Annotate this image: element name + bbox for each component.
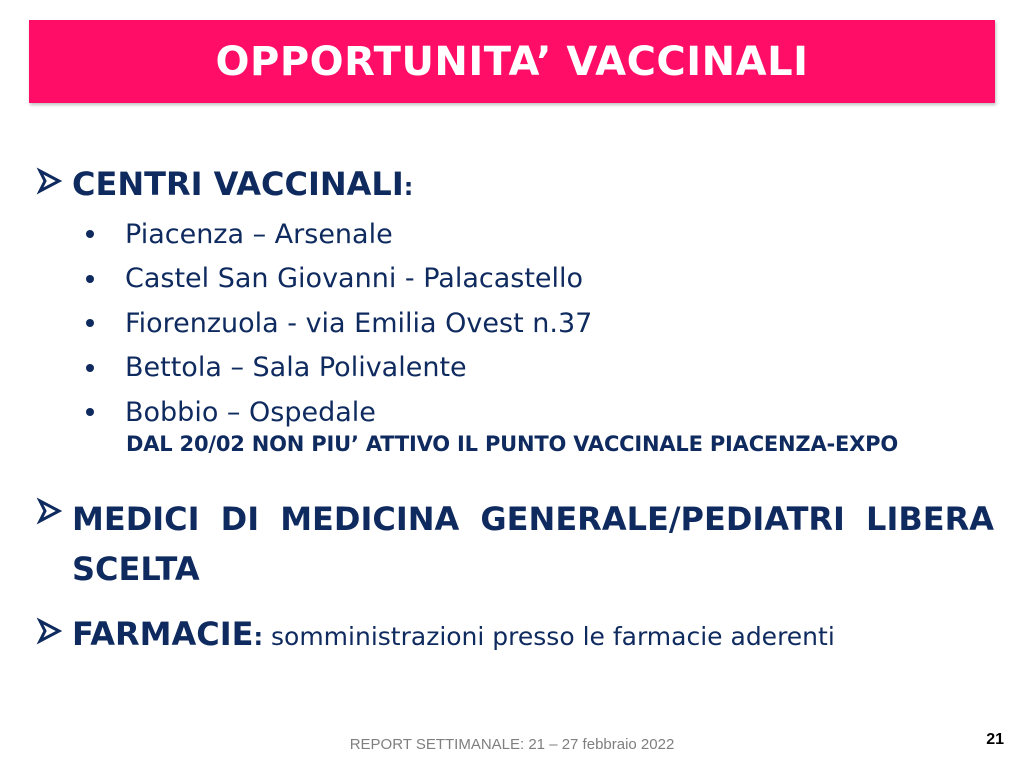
list-item: Bobbio – Ospedale <box>82 390 592 435</box>
title-bar <box>29 20 995 103</box>
bullet-dot-icon <box>86 364 94 372</box>
page-number: 21 <box>986 731 1004 748</box>
arrow-bullet-icon <box>36 614 64 648</box>
arrow-bullet-icon <box>36 494 64 528</box>
section-heading: CENTRI VACCINALI: <box>72 165 414 203</box>
section-heading: FARMACIE: somministrazioni presso le farmacie aderenti <box>72 615 835 653</box>
bullet-dot-icon <box>86 408 94 416</box>
list-item: Castel San Giovanni - Palacastello <box>82 257 592 302</box>
section-heading: MEDICI DI MEDICINA GENERALE/PEDIATRI LIBERA SCELTA <box>72 500 994 588</box>
slide-title: OPPORTUNITA’ VACCINALI <box>215 38 809 85</box>
list-item: Fiorenzuola - via Emilia Ovest n.37 <box>82 301 592 346</box>
centri-list <box>82 212 592 435</box>
section-medici <box>36 494 994 594</box>
bullet-dot-icon <box>86 319 94 327</box>
expo-notice: DAL 20/02 NON PIU’ ATTIVO IL PUNTO VACCINALE PIACENZA-EXPO <box>125 432 899 456</box>
section-centri-vaccinali <box>36 164 413 207</box>
section-farmacie <box>36 614 835 657</box>
farmacie-description: somministrazioni presso le farmacie aderenti <box>263 622 835 651</box>
footer-report: REPORT SETTIMANALE: 21 – 27 febbraio 2022 <box>349 736 675 753</box>
bullet-dot-icon <box>86 275 94 283</box>
bullet-dot-icon <box>86 230 94 238</box>
list-item: Piacenza – Arsenale <box>82 212 592 257</box>
arrow-bullet-icon <box>36 164 64 198</box>
list-item: Bettola – Sala Polivalente <box>82 346 592 391</box>
